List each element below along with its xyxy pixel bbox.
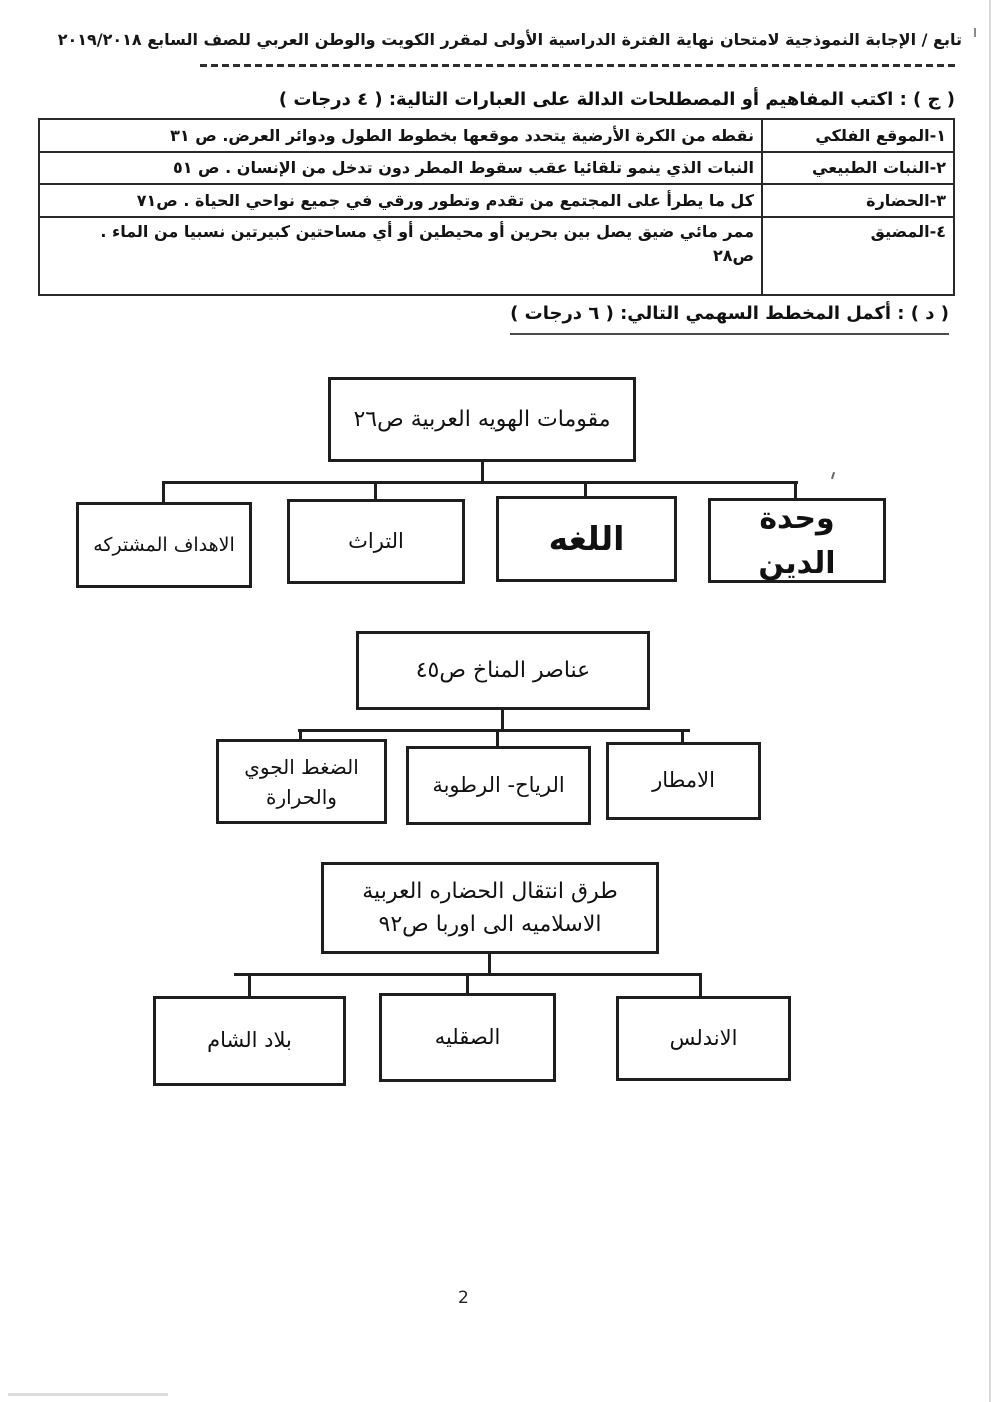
- table-row: [39, 184, 954, 217]
- flowchart1-child-box: اللغه: [496, 496, 677, 582]
- connector-line: [298, 729, 690, 732]
- page-header-title: تابع / الإجابة النموذجية لامتحان نهاية الفترة الدراسية الأولى لمقرر الكويت والوطن العربي للصف السابع ٢٠١٩/٢٠١٨: [57, 30, 962, 49]
- scan-artifact-tick: [831, 472, 835, 479]
- connector-line: [374, 484, 377, 499]
- flowchart2-root-box: عناصر المناخ ص٤٥: [356, 631, 650, 710]
- connector-line: [162, 484, 165, 502]
- terms-table: [38, 118, 955, 296]
- term-cell: ٢-النبات الطبيعي: [762, 152, 954, 184]
- scan-artifact-tick: [974, 28, 976, 37]
- term-cell: ٣-الحضارة: [762, 184, 954, 217]
- flowchart3-child-box: الاندلس: [616, 996, 791, 1081]
- table-row: [39, 152, 954, 184]
- connector-line: [466, 976, 469, 993]
- definition-line-2: ص٢٨: [712, 246, 754, 265]
- definition-cell: كل ما يطرأ على المجتمع من تقدم وتطور ورقي في جميع نواحي الحياة . ص٧١: [39, 184, 762, 217]
- flowchart1-root-box: مقومات الهويه العربية ص٢٦: [328, 377, 636, 462]
- definition-cell: [39, 217, 762, 295]
- term-cell: ١-الموقع الفلكي: [762, 119, 954, 152]
- connector-line: [481, 462, 484, 481]
- connector-line: [299, 732, 302, 739]
- definition-line-1: ممر مائي ضيق يصل بين بحرين أو محيطين أو أي مساحتين كبيرتين نسبيا من الماء .: [100, 222, 754, 241]
- flowchart2-child-box: الامطار: [606, 742, 761, 820]
- connector-line: [584, 484, 587, 496]
- connector-line: [681, 732, 684, 742]
- table-row: [39, 217, 954, 295]
- flowchart1-child-box: وحدة الدين: [708, 498, 886, 583]
- connector-line: [699, 976, 702, 996]
- connector-line: [248, 976, 251, 996]
- scan-artifact-smudge: [8, 1393, 168, 1396]
- flowchart1-child-box: التراث: [287, 499, 465, 584]
- flowchart2-child-box: الضغط الجوي والحرارة: [216, 739, 387, 824]
- flowchart3-root-box: طرق انتقال الحضاره العربية الاسلاميه الى اوربا ص٩٢: [321, 862, 659, 954]
- flowchart1-child-box: الاهداف المشتركه: [76, 502, 252, 588]
- definition-cell: النبات الذي ينمو تلقائيا عقب سقوط المطر دون تدخل من الإنسان . ص ٥١: [39, 152, 762, 184]
- term-cell: ٤-المضيق: [762, 217, 954, 295]
- page-number: 2: [458, 1288, 469, 1308]
- connector-line: [488, 954, 491, 973]
- flowchart2-child-box: الرياح- الرطوبة: [406, 746, 591, 825]
- connector-line: [162, 481, 798, 484]
- definition-cell: نقطه من الكرة الأرضية يتحدد موقعها بخطوط الطول ودوائر العرض. ص ٣١: [39, 119, 762, 152]
- connector-line: [496, 732, 499, 746]
- section-d-heading: ( د ) : أكمل المخطط السهمي التالي: ( ٦ درجات ): [510, 303, 949, 335]
- flowchart3-child-box: بلاد الشام: [153, 996, 346, 1086]
- connector-line: [501, 710, 504, 729]
- section-c-heading: ( ج ) : اكتب المفاهيم أو المصطلحات الدالة على العبارات التالية: ( ٤ درجات ): [278, 89, 955, 110]
- table-row: [39, 119, 954, 152]
- scan-artifact-right-edge: [989, 0, 991, 1402]
- header-divider: [200, 64, 958, 67]
- flowchart3-child-box: الصقليه: [379, 993, 556, 1082]
